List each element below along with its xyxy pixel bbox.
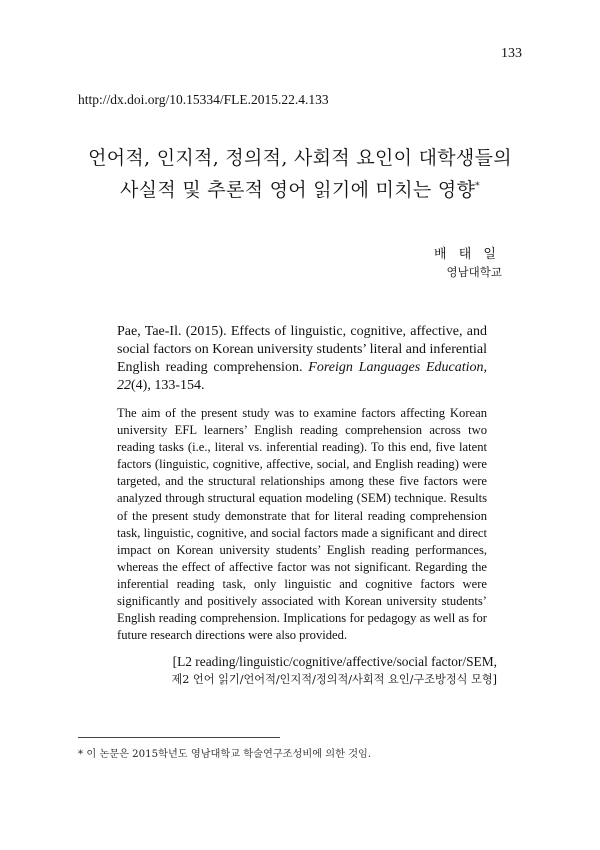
keywords [117,653,497,689]
title-line-1: 언어적, 인지적, 정의적, 사회적 요인이 대학생들의 [88,147,512,169]
citation-journal: Foreign Languages Education, 22 [117,360,488,393]
citation-issue: (4), 133-154. [131,378,205,393]
footnote: * 이 논문은 2015학년도 영남대학교 학술연구조성비에 의한 것임. [78,749,372,760]
keywords-korean: 제2 언어 읽기/언어적/인지적/정의적/사회적 요인/구조방정식 모형] [171,673,497,686]
author-name: 배 태 일 [434,247,500,262]
paper-title [60,142,540,206]
title-footnote-mark: * [475,181,480,192]
page-number: 133 [501,46,522,61]
author-affiliation: 영남대학교 [446,265,502,279]
title-line-2 [60,174,540,206]
footnote-divider [78,737,280,738]
citation [117,323,487,395]
title-line-2-text: 사실적 및 추론적 영어 읽기에 미치는 영향 [120,179,476,201]
citation-authors: Pae, Tae-Il. (2015). Effects of linguistic, cognitive, affective, and social factors on Korean university students’ literal and inferential English reading comprehension. [117,324,487,375]
keywords-english: [L2 reading/linguistic/cognitive/affective/social factor/SEM, [172,654,497,669]
doi-link[interactable]: http://dx.doi.org/10.15334/FLE.2015.22.4.133 [78,92,329,107]
abstract: The aim of the present study was to examine factors affecting Korean university EFL learners’ English reading comprehension across two reading tasks (i.e., literal vs. inferential reading). To this end, five latent factors (linguistic, cognitive, affective, social, and English reading) were targeted, and the structural relationships among these five factors were analyzed through structural equation modeling (SEM) technique. Results of the present study demonstrate that for literal reading comprehension task, linguistic, cognitive, and social factors made a significant and direct impact on Korean university students’ English reading performances, whereas the effect of affective factor was not significant. Regarding the inferential reading task, only linguistic and cognitive factors were significantly and positively associated with Korean university students’ English reading comprehension. Implications for pedagogy as well as for future research directions were also provided. [117,406,487,643]
